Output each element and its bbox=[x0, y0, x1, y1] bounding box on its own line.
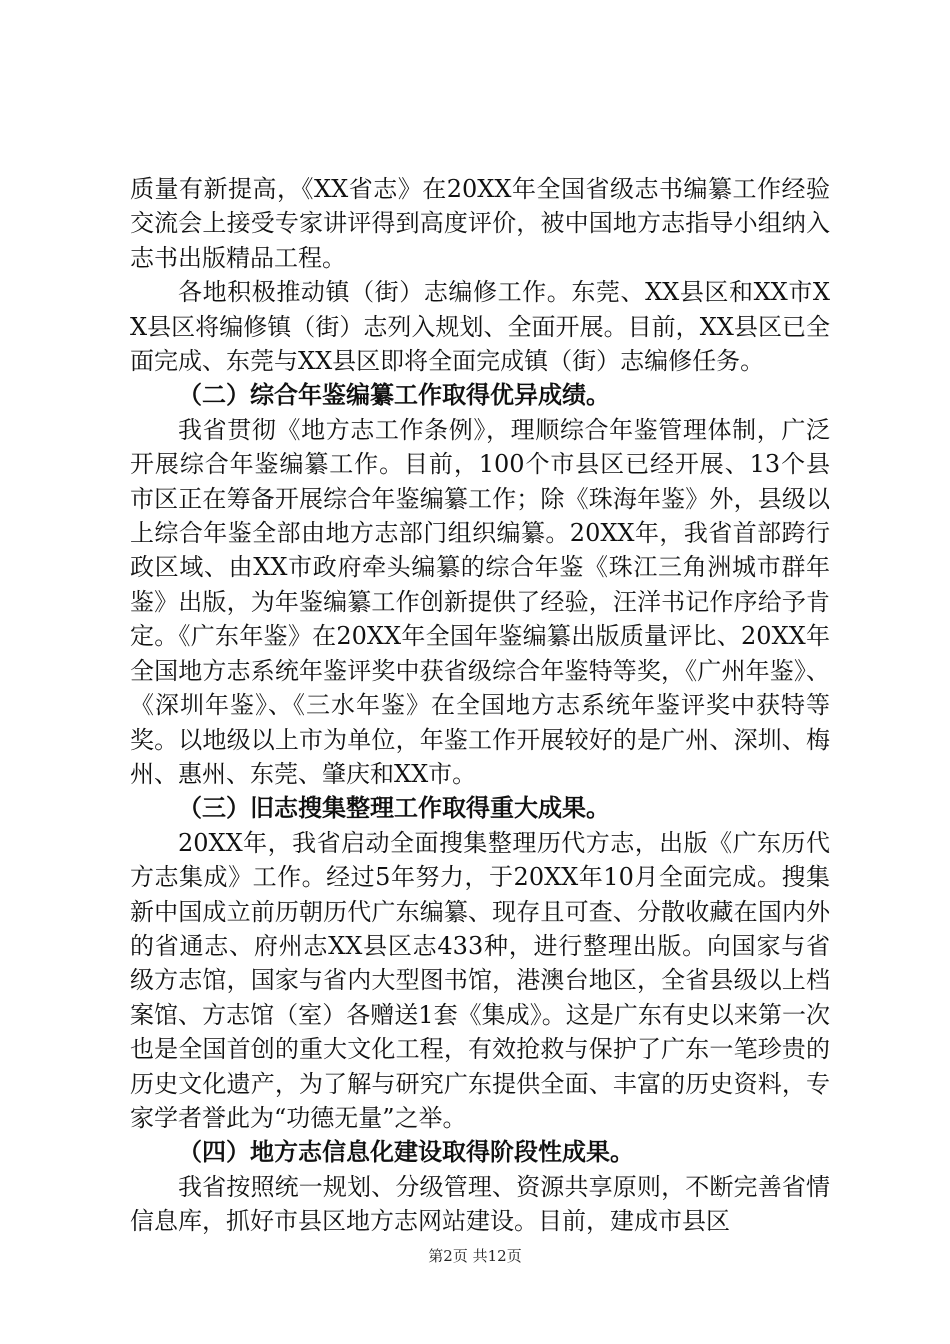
paragraph-old-chronicles: 20XX年，我省启动全面搜集整理历代方志，出版《广东历代方志集成》工作。经过5年努力，于20XX年10月全面完成。搜集新中国成立前历朝历代广东编纂、现存且可查、分散收藏在国内外的省通志、府州志XX县区志433种，进行整理出版。向国家与省级方志馆，国家与省内大型图书馆，港澳台地区，全省县级以上档案馆、方志馆（室）各赠送1套《集成》。这是广东有史以来第一次也是全国首创的重大文化工程，有效抢救与保护了广东一笔珍贵的历史文化遗产，为了解与研究广东提供全面、丰富的历史资料，专家学者誉此为“功德无量”之举。 bbox=[130, 828, 830, 1132]
paragraph-continued: 质量有新提高，《XX省志》在20XX年全国省级志书编纂工作经验交流会上接受专家讲评得到高度评价，被中国地方志指导小组纳入志书出版精品工程。 bbox=[130, 175, 830, 272]
section-heading-old-chronicles: （三）旧志搜集整理工作取得重大成果。 bbox=[178, 794, 610, 823]
paragraph-informatization: 我省按照统一规划、分级管理、资源共享原则，不断完善省情信息库，抓好市县区地方志网站建设。目前，建成市县区 bbox=[130, 1172, 830, 1236]
paragraph-town-chronicles: 各地积极推动镇（街）志编修工作。东莞、XX县区和XX市XX县区将编修镇（街）志列入规划、全面开展。目前，XX县区已全面完成、东莞与XX县区即将全面完成镇（街）志编修任务。 bbox=[130, 278, 830, 376]
document-body bbox=[130, 172, 830, 1239]
paragraph-yearbooks: 我省贯彻《地方志工作条例》，理顺综合年鉴管理体制，广泛开展综合年鉴编纂工作。目前，100个市县区已经开展、13个县市区正在筹备开展综合年鉴编纂工作；除《珠海年鉴》外，县级以上综合年鉴全部由地方志部门组织编纂。20XX年，我省首部跨行政区域、由XX市政府牵头编纂的综合年鉴《珠江三角洲城市群年鉴》出版，为年鉴编纂工作创新提供了经验，汪洋书记作序给予肯定。《广东年鉴》在20XX年全国年鉴编纂出版质量评比、20XX年全国地方志系统年鉴评奖中获省级综合年鉴特等奖，《广州年鉴》、《深圳年鉴》、《三水年鉴》在全国地方志系统年鉴评奖中获特等奖。以地级以上市为单位，年鉴工作开展较好的是广州、深圳、梅州、惠州、东莞、肇庆和XX市。 bbox=[130, 415, 830, 788]
section-heading-informatization: （四）地方志信息化建设取得阶段性成果。 bbox=[178, 1138, 634, 1167]
page-number-footer: 第2页 共12页 bbox=[428, 1247, 522, 1265]
section-heading-yearbooks: （二）综合年鉴编纂工作取得优异成绩。 bbox=[178, 381, 610, 410]
